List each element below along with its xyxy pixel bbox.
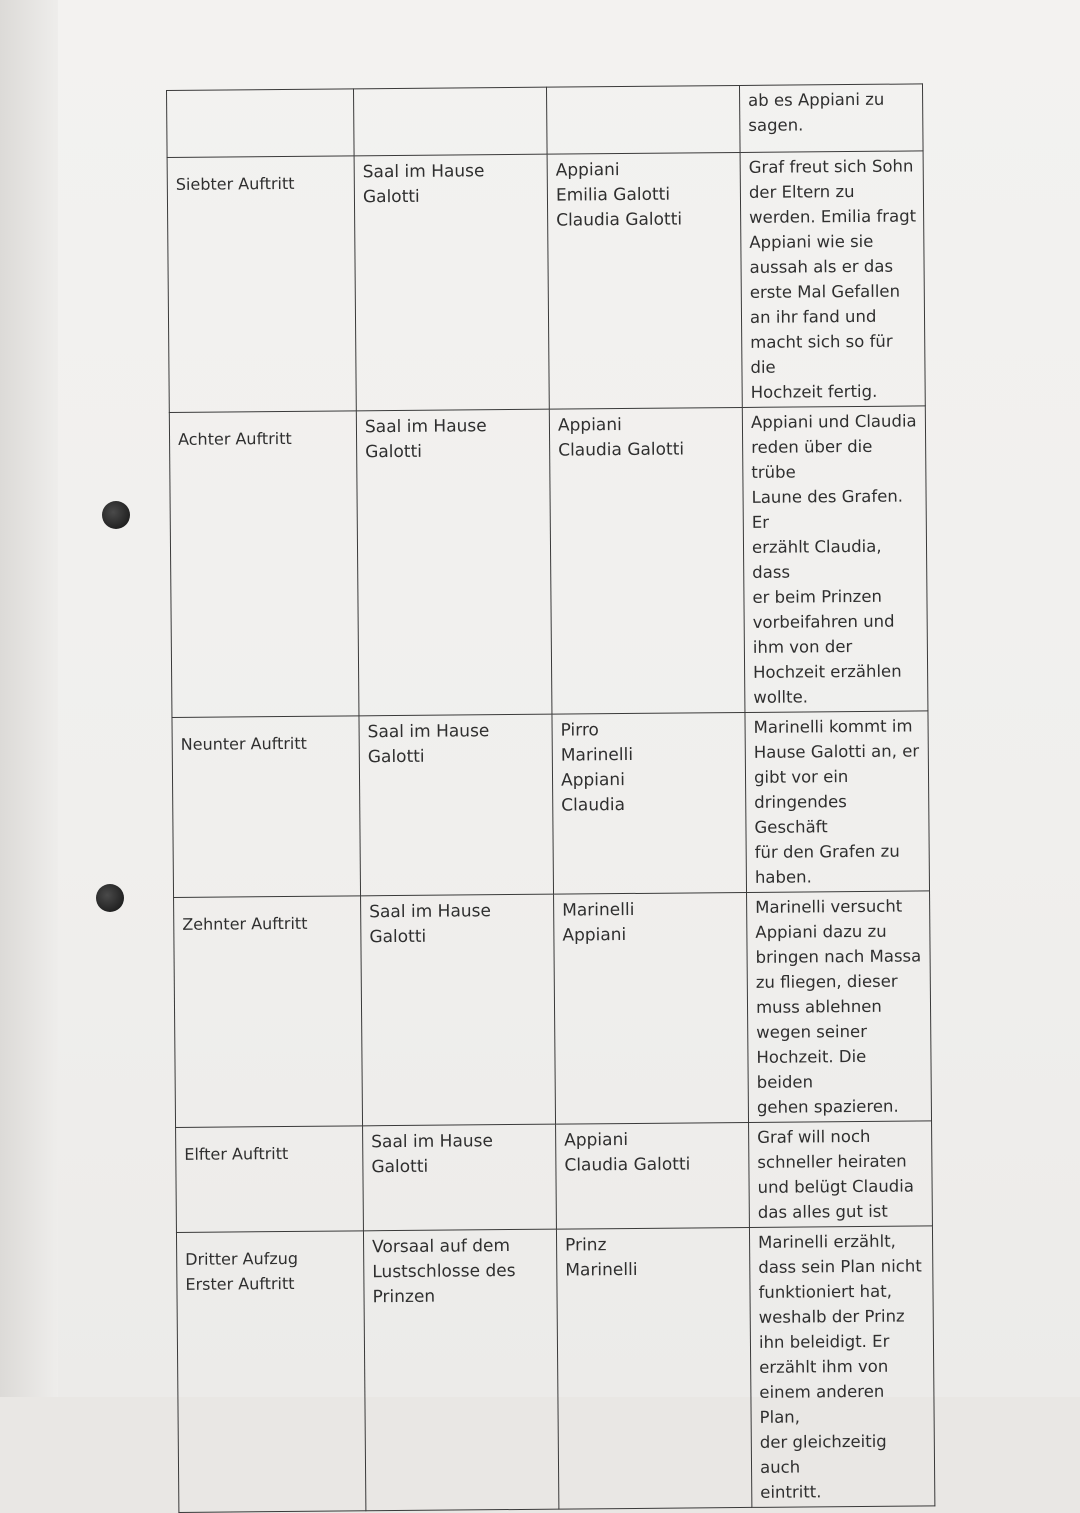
scene-cell: Achter Auftritt <box>169 411 359 718</box>
punch-hole-lower <box>96 884 124 912</box>
place-cell: Saal im Hause Galotti <box>363 1124 557 1231</box>
table-row <box>167 151 925 413</box>
scene-table-wrapper <box>166 83 934 1513</box>
table-row <box>169 406 928 718</box>
scene-cell: Neunter Auftritt <box>172 716 361 898</box>
summary-cell: Marinelli kommt im Hause Galotti an, er gibt vor ein dringendes Geschäft für den Grafen zu haben. <box>745 711 930 893</box>
place-cell: Saal im Hause Galotti <box>359 714 554 896</box>
summary-cell: Marinelli erzählt, dass sein Plan nicht funktioniert hat, weshalb der Prinz ihn beleidigt. Er erzählt ihm von einem anderen Plan, der gleichzeitig auch eintritt. <box>749 1226 934 1508</box>
place-cell <box>353 87 547 156</box>
punch-hole-upper <box>102 501 130 529</box>
scene-table <box>166 83 935 1513</box>
place-cell: Saal im Hause Galotti <box>356 409 552 716</box>
persons-cell: Marinelli Appiani <box>554 892 749 1124</box>
table-row <box>174 891 932 1128</box>
table-row <box>176 1121 933 1233</box>
scene-cell: Zehnter Auftritt <box>174 896 363 1128</box>
persons-cell: Pirro Marinelli Appiani Claudia <box>552 712 747 894</box>
table-row <box>167 84 924 158</box>
persons-cell: Appiani Emilia Galotti Claudia Galotti <box>547 152 742 409</box>
place-cell: Vorsaal auf dem Lustschlosse des Prinzen <box>363 1229 558 1511</box>
summary-cell: Graf will noch schneller heiraten und belügt Claudia das alles gut ist <box>749 1121 933 1228</box>
place-cell: Saal im Hause Galotti <box>354 154 549 411</box>
summary-cell: ab es Appiani zu sagen. <box>739 84 923 153</box>
place-cell: Saal im Hause Galotti <box>361 894 556 1126</box>
table-row <box>176 1226 934 1513</box>
scene-cell: Dritter Aufzug Erster Auftritt <box>176 1231 365 1513</box>
persons-cell: Appiani Claudia Galotti <box>556 1122 750 1229</box>
persons-cell <box>546 85 740 154</box>
persons-cell: Prinz Marinelli <box>556 1227 751 1509</box>
scene-cell: Siebter Auftritt <box>167 156 356 413</box>
summary-cell: Graf freut sich Sohn der Eltern zu werden. Emilia fragt Appiani wie sie aussah als er das erste Mal Gefallen an ihr fand und macht sich so für die Hochzeit fertig. <box>740 151 925 408</box>
scene-cell: Elfter Auftritt <box>176 1126 364 1233</box>
summary-cell: Marinelli versucht Appiani dazu zu bringen nach Massa zu fliegen, dieser muss ablehnen wegen seiner Hochzeit. Die beiden gehen spazieren. <box>747 891 932 1123</box>
scene-cell <box>167 89 355 158</box>
persons-cell: Appiani Claudia Galotti <box>549 407 745 714</box>
paper-left-edge <box>0 0 58 1397</box>
summary-cell: Appiani und Claudia reden über die trübe Laune des Grafen. Er erzählt Claudia, dass er beim Prinzen vorbeifahren und ihm von der Hochzeit erzählen wollte. <box>742 406 928 713</box>
table-row <box>172 711 930 898</box>
